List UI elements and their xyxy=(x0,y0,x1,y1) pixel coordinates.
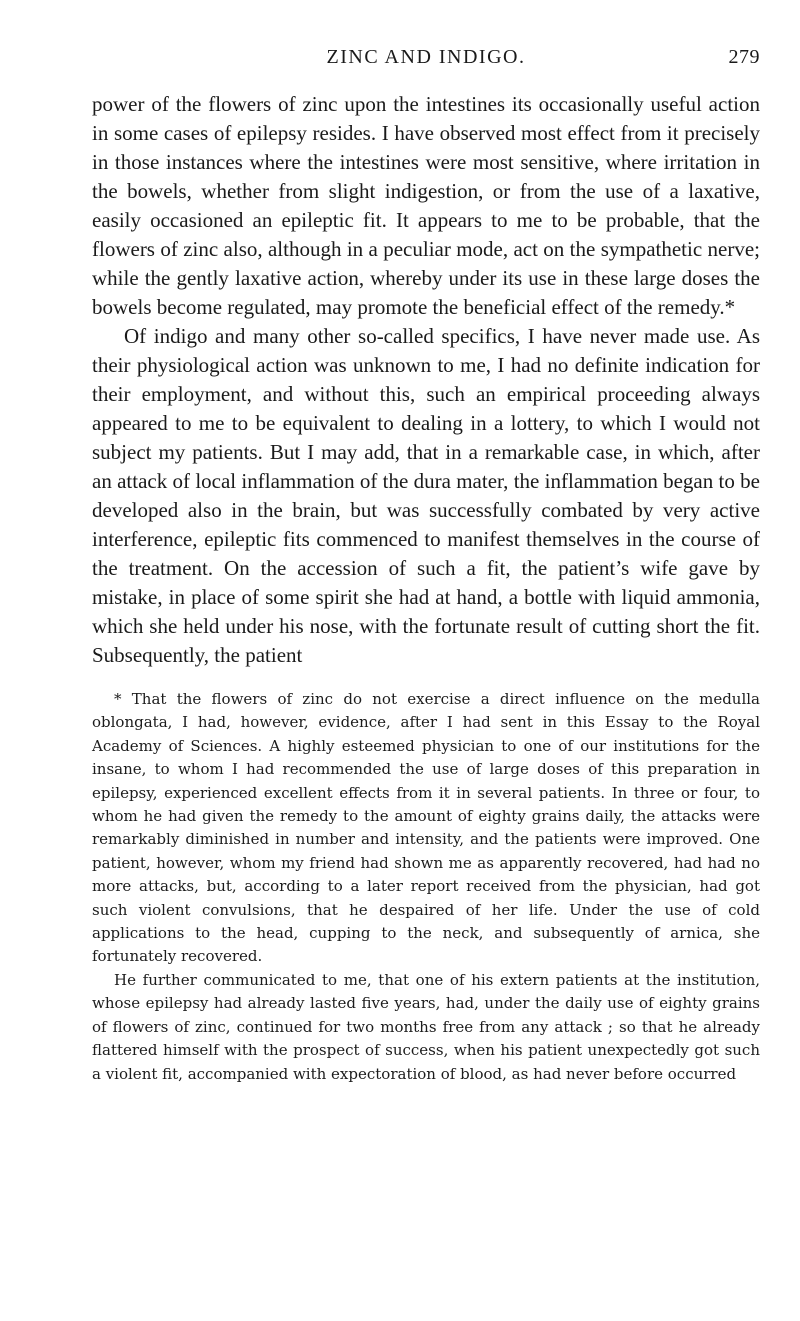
footnote-paragraph-1: * That the flowers of zinc do not exercise a direct influence on the medulla oblongata, I had, however, evidence, after I had sent in this Essay to the Royal Academy of Sciences. A highly esteemed physician to one of our institutions for the insane, to whom I had recommended the use of large doses of this preparation in epilepsy, experienced excellent effects from it in several patients. In three or four, to whom he had given the remedy to the amount of eighty grains daily, the attacks were remarkably diminished in number and intensity, and the patients were improved. One patient, however, whom my friend had shown me as apparently recovered, had had no more attacks, but, according to a later report received from the physician, had got such violent convulsions, that he despaired of her life. Under the use of cold applications to the head, cupping to the neck, and subsequently of arnica, she fortunately recovered. xyxy=(92,690,760,966)
page-number: 279 xyxy=(728,46,760,68)
page-header xyxy=(92,42,760,82)
main-text xyxy=(92,90,760,670)
book-page xyxy=(92,42,760,1086)
footnote xyxy=(92,688,760,1086)
footnote-paragraph-2: He further communicated to me, that one of his extern patients at the institution, whose epilepsy had already lasted five years, had, under the daily use of eighty grains of flowers of zinc, continued for two months free from any attack ; so that he already flattered himself with the prospect of success, when his patient unexpectedly got such a violent fit, accompanied with expectoration of blood, as had never before occurred xyxy=(92,970,760,1083)
running-title: ZINC AND INDIGO. xyxy=(326,46,526,68)
body-paragraph-2: Of indigo and many other so-called specifics, I have never made use. As their physiological action was unknown to me, I had no definite indication for their employment, and without this, such an empirical proceeding always appeared to me to be equivalent to dealing in a lottery, to which I would not subject my patients. But I may add, that in a remarkable case, in which, after an attack of local inflammation of the dura mater, the inflammation began to be developed also in the brain, but was successfully combated by very active interference, epileptic fits commenced to manifest themselves in the course of the treatment. On the accession of such a fit, the patient’s wife gave by mistake, in place of some spirit she had at hand, a bottle with liquid ammonia, which she held under his nose, with the fortunate result of cutting short the fit. Subsequently, the patient xyxy=(92,324,760,667)
body-paragraph-1: power of the flowers of zinc upon the intestines its occasionally useful action in some cases of epilepsy resides. I have observed most effect from it precisely in those instances where the intestines were most sensitive, where irritation in the bowels, whether from slight indigestion, or from the use of a laxative, easily occasioned an epileptic fit. It appears to me to be probable, that the flowers of zinc also, although in a peculiar mode, act on the sympathetic nerve; while the gently laxative action, whereby under its use in these large doses the bowels become regulated, may promote the beneficial effect of the remedy.* xyxy=(92,92,760,319)
